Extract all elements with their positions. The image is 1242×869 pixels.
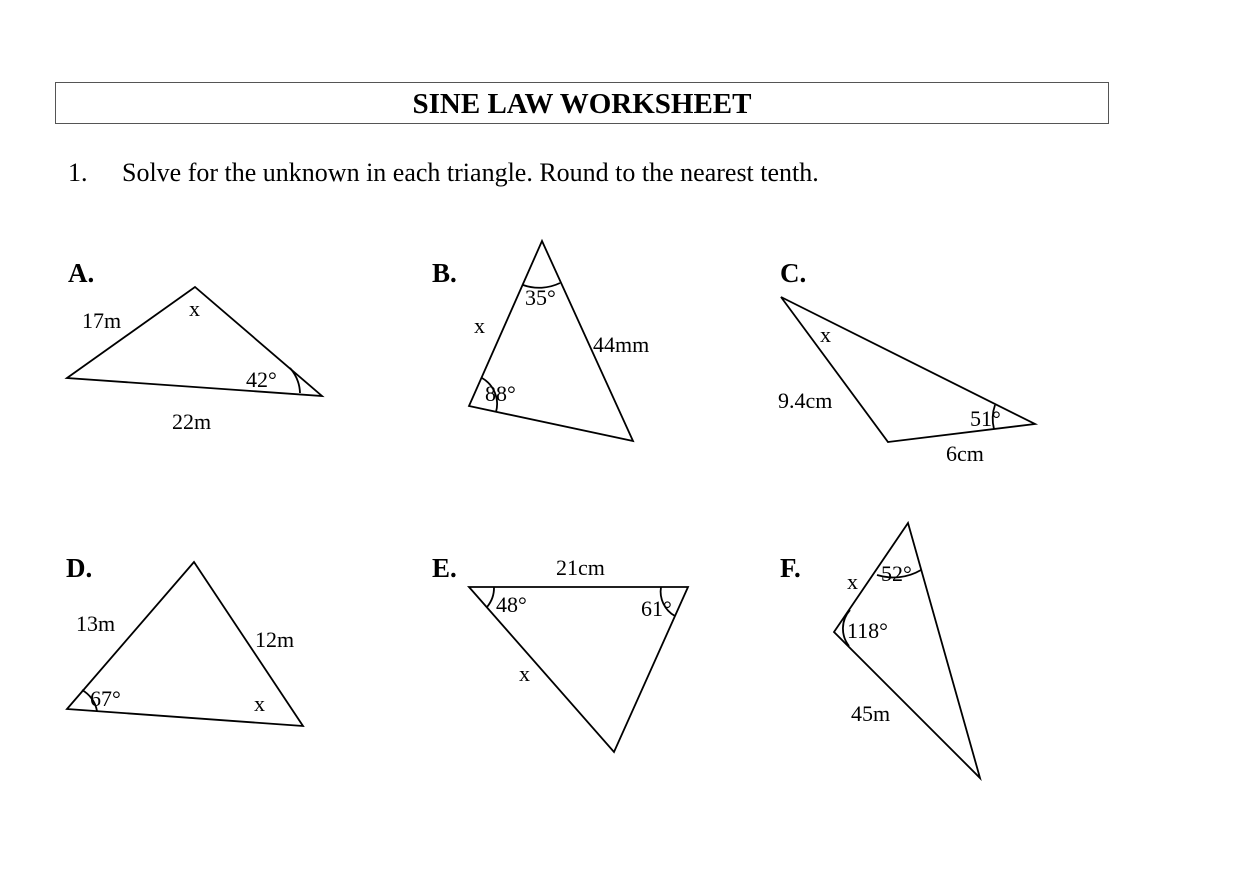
triangle-b-unknown: x (474, 313, 485, 338)
label-f: F. (780, 553, 801, 583)
triangle-e-left-arc (487, 587, 494, 607)
triangle-f-angle-118: 118° (847, 618, 888, 643)
triangle-c-side-6cm: 6cm (946, 441, 984, 466)
triangle-c-side-9-4cm: 9.4cm (778, 388, 833, 413)
triangle-e-angle-48: 48° (496, 592, 527, 617)
triangle-e-unknown: x (519, 661, 530, 686)
triangle-a-side-17m: 17m (82, 308, 122, 333)
question-number: 1. (68, 158, 88, 187)
label-d: D. (66, 553, 93, 583)
triangle-e-side-21cm: 21cm (556, 555, 605, 580)
triangle-d-side-12m: 12m (255, 627, 295, 652)
label-b: B. (432, 258, 457, 288)
label-c: C. (780, 258, 807, 288)
triangle-d-angle-67: 67° (90, 686, 121, 711)
triangle-f-side-45m: 45m (851, 701, 891, 726)
triangle-c-unknown: x (820, 322, 831, 347)
triangle-a-angle-42: 42° (246, 367, 277, 392)
label-e: E. (432, 553, 457, 583)
triangle-e-angle-61: 61° (641, 596, 672, 621)
triangle-d-side-13m: 13m (76, 611, 116, 636)
label-a: A. (68, 258, 95, 288)
triangle-f-unknown: x (847, 569, 858, 594)
triangle-a-unknown: x (189, 296, 200, 321)
triangle-b-angle-35: 35° (525, 285, 556, 310)
triangle-b-side-44mm: 44mm (593, 332, 650, 357)
question-text: Solve for the unknown in each triangle. Round to the nearest tenth. (122, 158, 819, 187)
triangle-f-angle-52: 52° (881, 561, 912, 586)
triangle-a-side-22m: 22m (172, 409, 212, 434)
triangle-c-angle-51: 51° (970, 406, 1001, 431)
worksheet-title: SINE LAW WORKSHEET (55, 82, 1109, 124)
triangle-b-angle-88: 88° (485, 381, 516, 406)
triangle-d-unknown: x (254, 691, 265, 716)
